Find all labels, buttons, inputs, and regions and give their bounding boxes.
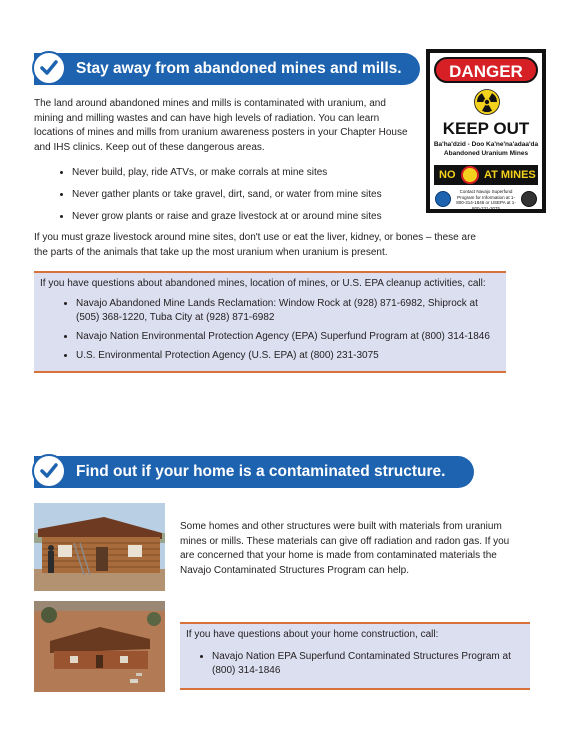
at-mines-label: AT MINES xyxy=(484,169,536,181)
contact-box-home xyxy=(180,622,530,690)
checkmark-icon xyxy=(32,51,66,85)
list-item: • Never gather plants or take gravel, dirt, sand, or water from mine sites xyxy=(72,188,432,202)
contact-lead: If you have questions about abandoned mines, location of mines, or U.S. EPA cleanup activities, call: xyxy=(40,278,486,289)
sign-subtitle: Abandoned Uranium Mines xyxy=(443,150,529,157)
contact-lead: If you have questions about your home construction, call: xyxy=(186,629,439,640)
section-banner-mines xyxy=(34,53,420,85)
log-house-photo xyxy=(34,503,165,591)
intro-paragraph: The land around abandoned mines and mills is contaminated with uranium, and mining and milling wastes and can have high levels of radiation. You can learn locations of mines and mills from uranium awareness posters in your Chapter House and IHS clinics. Keep out of these dangerous areas. xyxy=(34,98,408,153)
list-item: • Never grow plants or raise and graze livestock at or around mine sites xyxy=(72,210,432,224)
prohibited-icon xyxy=(461,166,479,184)
navajo-seal-icon xyxy=(521,191,537,207)
contact-item: • Navajo Nation EPA Superfund Contaminated Structures Program at (800) 314-1846 xyxy=(212,650,512,678)
navajo-text: Ba'ha'dzid - Doo Ka'ne'na'adaa'da xyxy=(433,141,539,148)
checkmark-icon xyxy=(32,454,66,488)
contact-item: • U.S. Environmental Protection Agency (U.S. EPA) at (800) 231-3075 xyxy=(76,349,500,363)
home-paragraph: Some homes and other structures were built with materials from uranium mines or mills. These materials can give off radiation and radon gas. If you are concerned that your home is made from contaminated materials the Navajo Contaminated Structures Program can help. xyxy=(180,521,510,576)
section-heading: Find out if your home is a contaminated structure. xyxy=(76,463,446,480)
contact-box-mines xyxy=(34,271,506,373)
keep-out-label: KEEP OUT xyxy=(442,119,530,138)
no-label: NO xyxy=(439,169,456,181)
section-heading: Stay away from abandoned mines and mills. xyxy=(76,60,402,77)
list-item: • Never build, play, ride ATVs, or make corrals at mine sites xyxy=(72,166,432,180)
epa-seal-icon xyxy=(435,191,451,207)
livestock-note: If you must graze livestock around mine sites, don't use or eat the liver, kidney, or bones – these are the parts of the animals that take up the most uranium when uranium is present. xyxy=(34,232,476,258)
section-banner-home xyxy=(34,456,474,488)
danger-sign xyxy=(426,49,546,213)
house-aerial-photo xyxy=(34,601,165,692)
contact-item: • Navajo Abandoned Mine Lands Reclamation: Window Rock at (928) 871-6982, Shiprock at (505) 368-1220, Tuba City at (928) 871-6982 xyxy=(76,297,496,325)
sign-small-print: Contact Navajo Superfund Program for Information at 1-800-314-1846 or USEPA at 1-800-231-3075 xyxy=(456,189,516,211)
radiation-icon xyxy=(474,89,500,120)
safety-bullets xyxy=(56,166,432,232)
no-at-mines-bar xyxy=(434,165,538,185)
contact-item: • Navajo Nation Environmental Protection Agency (EPA) Superfund Program at (800) 314-1846 xyxy=(76,330,500,344)
danger-label: DANGER xyxy=(434,57,538,83)
